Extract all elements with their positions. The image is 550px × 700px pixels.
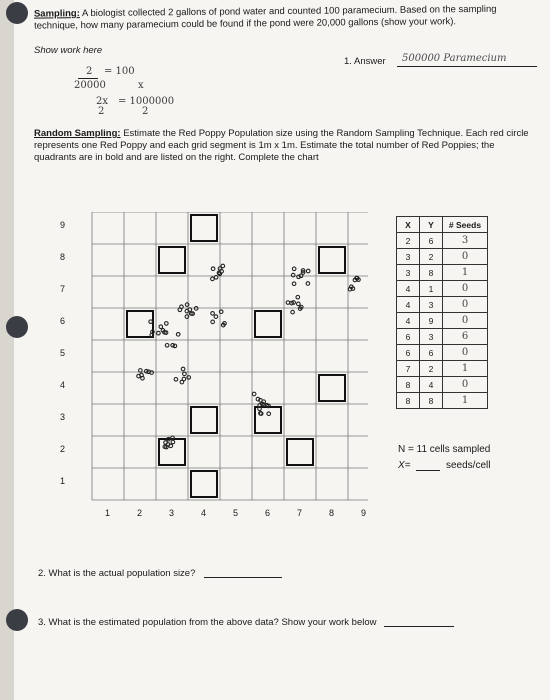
cell-x: 8 xyxy=(397,377,420,393)
random-sampling-text: Estimate the Red Poppy Population size using the Random Sampling Technique. Each red circle represents one Red Poppy and each grid segment is 1m x 1m. Estimate the total number of Red Poppies; the quadrants are in bold and are listed on the right. Complete the chart xyxy=(34,128,529,163)
quadrant-square xyxy=(319,375,345,401)
cell-y: 8 xyxy=(420,393,443,409)
poppy-grid xyxy=(68,212,368,502)
work-text: x xyxy=(138,80,144,91)
poppy-circle xyxy=(165,343,169,347)
poppy-circle xyxy=(140,373,144,377)
sampling-text: A biologist collected 2 gallons of pond water and counted 100 paramecium. Based on the sampling technique, how many paramecium could be found if the pond were 20,000 gallons (show your work). xyxy=(34,3,497,32)
x-mean-line xyxy=(416,470,440,471)
x-tick-label: 4 xyxy=(201,508,207,518)
poppy-circle xyxy=(181,367,185,371)
random-sampling-instructions xyxy=(34,128,534,164)
answer-3-line[interactable] xyxy=(384,626,454,627)
cell-x: 4 xyxy=(397,297,420,313)
poppy-circle xyxy=(187,376,191,380)
cell-x: 8 xyxy=(397,393,420,409)
poppy-circle xyxy=(259,412,263,416)
x-tick-label: 2 xyxy=(137,508,143,518)
cell-y: 4 xyxy=(420,377,443,393)
cell-x: 4 xyxy=(397,281,420,297)
worksheet-page xyxy=(14,0,550,700)
poppy-circle xyxy=(296,295,300,299)
table-header-seeds: # Seeds xyxy=(443,217,488,233)
poppy-circle xyxy=(258,404,262,408)
poppy-circle xyxy=(262,400,266,404)
poppy-circle xyxy=(185,303,189,307)
punch-hole xyxy=(6,609,28,631)
cell-seeds[interactable]: 0 xyxy=(443,345,488,361)
cell-y: 1 xyxy=(420,281,443,297)
table-row xyxy=(397,377,488,393)
question-2: 2. What is the actual population size? xyxy=(38,568,196,579)
quadrant-square xyxy=(287,439,313,465)
quadrant-square xyxy=(255,311,281,337)
cell-seeds[interactable]: 1 xyxy=(443,393,488,409)
cell-y: 3 xyxy=(420,329,443,345)
table-row xyxy=(397,281,488,297)
x-tick-label: 1 xyxy=(105,508,111,518)
table-row xyxy=(397,265,488,281)
poppy-circle xyxy=(165,322,169,326)
cell-y: 2 xyxy=(420,249,443,265)
cell-y: 6 xyxy=(420,233,443,249)
quadrant-square xyxy=(319,247,345,273)
y-tick-label: 2 xyxy=(60,444,66,454)
cell-x: 6 xyxy=(397,329,420,345)
poppy-circle xyxy=(176,333,180,337)
poppy-circle xyxy=(214,315,218,319)
poppy-circle xyxy=(211,277,215,281)
cell-seeds[interactable]: 1 xyxy=(443,361,488,377)
poppy-grid-svg xyxy=(68,212,368,502)
table-row xyxy=(397,361,488,377)
show-work-label: Show work here xyxy=(34,45,103,56)
cell-y: 6 xyxy=(420,345,443,361)
table-row xyxy=(397,233,488,249)
poppy-circle xyxy=(292,267,296,271)
poppy-circle xyxy=(306,282,310,286)
cell-seeds[interactable]: 0 xyxy=(443,281,488,297)
work-text: 20000 xyxy=(74,80,106,91)
y-tick-label: 9 xyxy=(60,220,66,230)
poppy-circle xyxy=(166,443,170,447)
table-row xyxy=(397,345,488,361)
poppy-circle xyxy=(171,440,175,444)
poppy-circle xyxy=(252,392,256,396)
answer-2-line[interactable] xyxy=(204,577,282,578)
table-header-x: X xyxy=(397,217,420,233)
quadrant-square xyxy=(191,407,217,433)
y-tick-label: 3 xyxy=(60,412,66,422)
cell-x: 3 xyxy=(397,249,420,265)
punch-hole xyxy=(6,2,28,24)
cell-y: 8 xyxy=(420,265,443,281)
table-header-row xyxy=(397,217,488,233)
y-tick-label: 6 xyxy=(60,316,66,326)
y-tick-label: 4 xyxy=(60,380,66,390)
cell-x: 3 xyxy=(397,265,420,281)
poppy-circle xyxy=(211,320,215,324)
cell-seeds[interactable]: 0 xyxy=(443,313,488,329)
poppy-circle xyxy=(267,412,271,416)
poppy-circle xyxy=(159,325,163,329)
cell-y: 9 xyxy=(420,313,443,329)
n-cells-sampled: N = 11 cells sampled xyxy=(398,444,491,455)
cell-seeds[interactable]: 0 xyxy=(443,297,488,313)
poppy-circle xyxy=(183,372,187,376)
cell-seeds[interactable]: 0 xyxy=(443,377,488,393)
x-tick-label: 9 xyxy=(361,508,367,518)
work-text: 2x xyxy=(96,96,109,107)
quadrant-square xyxy=(159,247,185,273)
work-text: 2 xyxy=(142,106,149,117)
poppy-circle xyxy=(291,273,295,277)
poppy-circle xyxy=(178,308,182,312)
poppy-circle xyxy=(211,267,215,271)
cell-x: 7 xyxy=(397,361,420,377)
poppy-circle xyxy=(139,369,143,373)
sampling-label: Sampling: xyxy=(33,8,80,20)
y-tick-label: 1 xyxy=(60,476,66,486)
work-text: 2 xyxy=(86,66,93,77)
quadrant-table xyxy=(396,216,488,409)
answer-1-value: 500000 Paramecium xyxy=(402,53,507,64)
poppy-circle xyxy=(149,320,153,324)
random-sampling-label: Random Sampling: xyxy=(34,128,121,139)
work-text: = 1000000 xyxy=(118,96,175,107)
poppy-circle xyxy=(286,301,290,305)
poppy-circle xyxy=(211,312,215,316)
quadrant-square xyxy=(191,471,217,497)
cell-seeds[interactable]: 1 xyxy=(443,265,488,281)
x-mean-label: X= xyxy=(398,460,411,471)
poppy-circle xyxy=(219,310,223,314)
question-3: 3. What is the estimated population from the above data? Show your work below xyxy=(38,617,377,628)
cell-seeds[interactable]: 0 xyxy=(443,249,488,265)
punch-hole xyxy=(6,316,28,338)
cell-x: 6 xyxy=(397,345,420,361)
poppy-circle xyxy=(174,378,178,382)
quadrant-square xyxy=(127,311,153,337)
table-row xyxy=(397,313,488,329)
table-row xyxy=(397,297,488,313)
cell-x: 4 xyxy=(397,313,420,329)
x-mean-unit: seeds/cell xyxy=(446,460,491,471)
poppy-circle xyxy=(180,380,184,384)
poppy-circle xyxy=(291,310,295,314)
x-tick-label: 7 xyxy=(297,508,303,518)
poppy-circle xyxy=(185,309,189,313)
y-tick-label: 5 xyxy=(60,348,66,358)
answer-1-label: 1. Answer xyxy=(344,56,386,67)
table-row xyxy=(397,329,488,345)
table-row xyxy=(397,393,488,409)
cell-x: 2 xyxy=(397,233,420,249)
sampling-question xyxy=(34,3,534,32)
poppy-circle xyxy=(297,302,301,306)
cell-seeds[interactable]: 6 xyxy=(443,329,488,345)
poppy-circle xyxy=(214,276,218,280)
x-tick-label: 5 xyxy=(233,508,239,518)
work-text: 2 xyxy=(98,106,105,117)
poppy-circle xyxy=(256,397,260,401)
poppy-circle xyxy=(185,315,189,319)
poppy-circle xyxy=(306,269,310,273)
y-tick-label: 8 xyxy=(60,252,66,262)
poppy-circle xyxy=(297,275,301,279)
x-tick-label: 3 xyxy=(169,508,175,518)
cell-y: 3 xyxy=(420,297,443,313)
table-row xyxy=(397,249,488,265)
x-tick-label: 6 xyxy=(265,508,271,518)
work-text: = 100 xyxy=(104,66,135,77)
poppy-circle xyxy=(292,282,296,286)
poppy-circle xyxy=(157,331,161,335)
x-tick-label: 8 xyxy=(329,508,335,518)
fraction-bar xyxy=(78,78,98,79)
y-tick-label: 7 xyxy=(60,284,66,294)
quadrant-square xyxy=(191,215,217,241)
table-header-y: Y xyxy=(420,217,443,233)
cell-y: 2 xyxy=(420,361,443,377)
cell-seeds[interactable]: 3 xyxy=(443,233,488,249)
answer-1-line xyxy=(397,66,537,67)
poppy-circle xyxy=(171,436,175,440)
